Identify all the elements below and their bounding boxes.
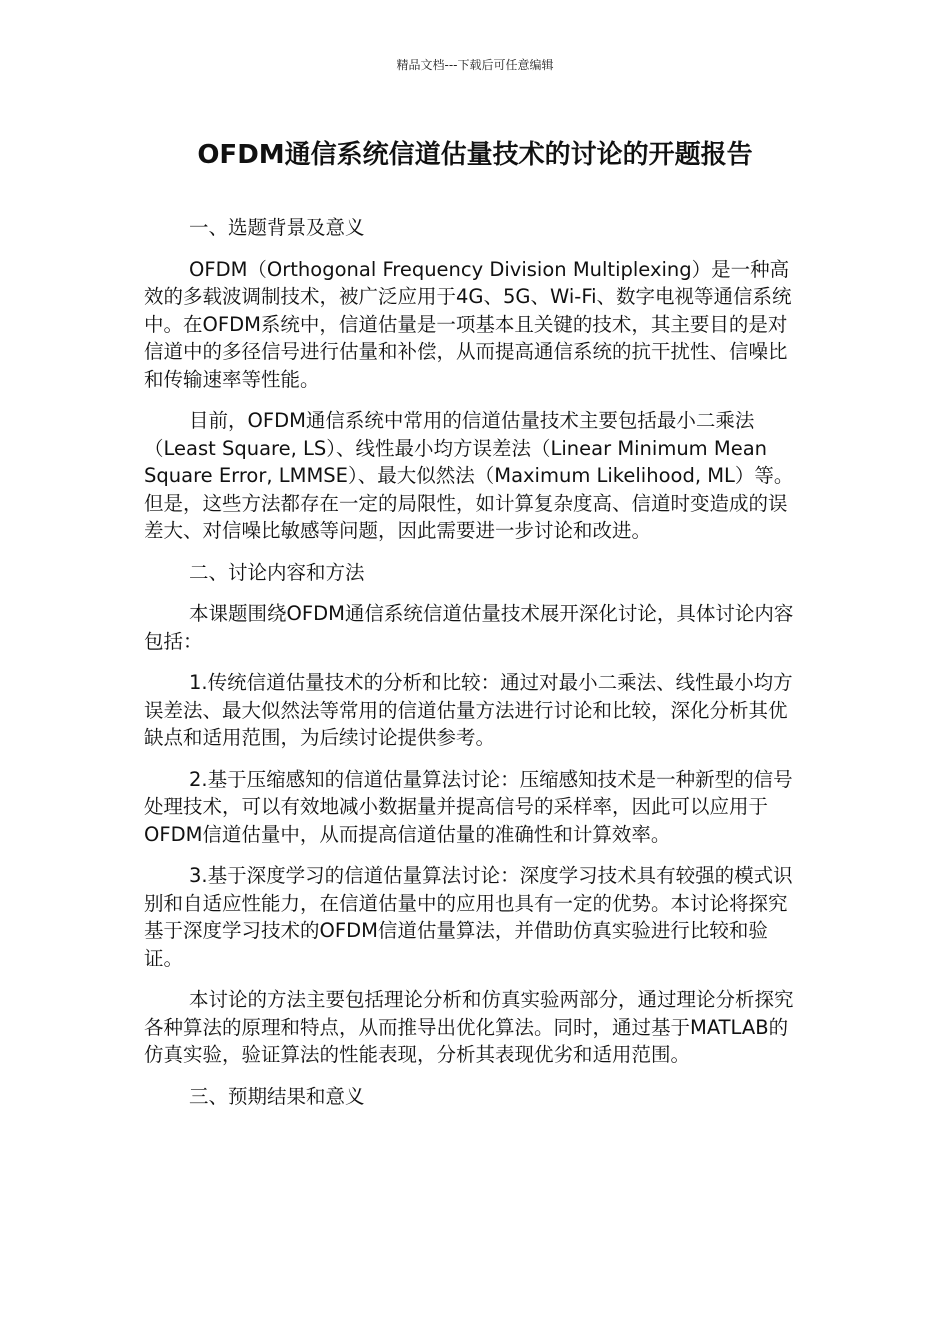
document-body <box>144 214 804 1124</box>
paragraph-ofdm-intro: OFDM（Orthogonal Frequency Division Multiplexing）是一种高效的多载波调制技术，被广泛应用于4G、5G、Wi-Fi、数字电视等通信系统中。在OFDM系统中，信道估量是一项基本且关键的技术，其主要目的是对信道中的多径信号进行估量和补偿，从而提高通信系统的抗干扰性、信噪比和传输速率等性能。 <box>144 257 792 391</box>
paragraph-item-2: 2.基于压缩感知的信道估量算法讨论：压缩感知技术是一种新型的信号处理技术，可以有效地减小数据量并提高信号的采样率，因此可以应用于OFDM信道估量中，从而提高信道估量的准确性和计算效率。 <box>144 767 793 846</box>
section-heading-background: 一、选题背景及意义 <box>189 216 365 239</box>
section-heading-content-methods: 二、讨论内容和方法 <box>189 560 365 584</box>
paragraph-item-3: 3.基于深度学习的信道估量算法讨论：深度学习技术具有较强的模式识别和自适应性能力，在信道估量中的应用也具有一定的优势。本讨论将探究基于深度学习技术的OFDM信道估量算法，并借助仿真实验进行比较和验证。 <box>144 864 793 970</box>
document-title: OFDM通信系统信道估量技术的讨论的开题报告 <box>197 140 753 170</box>
paragraph-content-intro: 本课题围绕OFDM通信系统信道估量技术展开深化讨论，具体讨论内容包括： <box>144 602 794 653</box>
paragraph-methods: 本讨论的方法主要包括理论分析和仿真实验两部分，通过理论分析探究各种算法的原理和特点，从而推导出优化算法。同时，通过基于MATLAB的仿真实验，验证算法的性能表现，分析其表现优劣和适用范围。 <box>144 988 794 1066</box>
paragraph-item-1: 1.传统信道估量技术的分析和比较：通过对最小二乘法、线性最小均方误差法、最大似然法等常用的信道估量方法进行讨论和比较，深化分析其优缺点和适用范围，为后续讨论提供参考。 <box>144 671 793 749</box>
paragraph-current-methods: 目前，OFDM通信系统中常用的信道估量技术主要包括最小二乘法（Least Square, LS）、线性最小均方误差法（Linear Minimum Mean Square Error, LMMSE）、最大似然法（Maximum Likelihood, ML）等。但是，这些方法都存在一定的局限性，如计算复杂度高、信道时变造成的误差大、对信噪比敏感等问题，因此需要进一步讨论和改进。 <box>144 409 794 542</box>
section-heading-expected-results: 三、预期结果和意义 <box>189 1084 365 1108</box>
page-header-note: 精品文档---下载后可任意编辑 <box>396 58 554 72</box>
